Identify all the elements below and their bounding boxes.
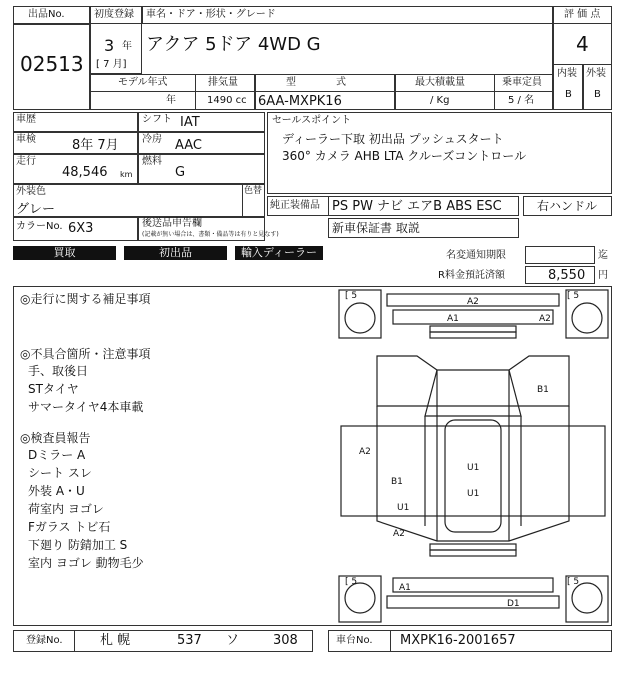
diagram-mark-a2: A2 — [393, 529, 405, 539]
inspector-line: 下廻り 防錆加工 S — [28, 538, 128, 552]
mileage-value: 48,546 — [62, 165, 108, 180]
diagram-mark-a1: A1 — [447, 314, 459, 324]
history-label: 車歴 — [16, 114, 36, 125]
travel-title: ◎走行に関する補足事項 — [20, 292, 151, 306]
diagram-mark-u1: U1 — [467, 463, 480, 473]
load-value: / Kg — [430, 95, 450, 106]
diagram-mark-a1: A1 — [399, 583, 411, 593]
diagram-mark-b1: B1 — [537, 385, 549, 395]
recycle-unit: 円 — [598, 270, 608, 281]
disp-label: 排気量 — [208, 77, 238, 88]
mileage-unit: km — [120, 170, 133, 179]
reg-year: 3 — [104, 36, 115, 55]
diagram-mark-a2: A2 — [467, 297, 479, 307]
color-value: グレー — [16, 202, 56, 217]
score-value: 4 — [576, 32, 589, 56]
chassis-value: MXPK16-2001657 — [400, 633, 516, 648]
lot-no-label: 出品No. — [28, 9, 65, 20]
diagram-mark-5: [ 5 — [567, 577, 580, 587]
model-year-unit: 年 — [166, 95, 176, 106]
fuel-value: G — [175, 165, 186, 180]
fuel-label: 燃料 — [142, 156, 162, 167]
inspector-line: 外装 A・U — [28, 484, 85, 498]
deadline-unit: 迄 — [598, 250, 608, 261]
diagram-mark-5: [ 5 — [345, 291, 358, 301]
equip-value: PS PW ナビ エアB ABS ESC — [332, 199, 502, 214]
chassis-label: 車台No. — [336, 635, 373, 646]
cap-label: 乗車定員 — [502, 77, 542, 88]
score-label-cell — [553, 6, 612, 24]
int-label: 内装 — [557, 68, 577, 79]
reg-kana: ソ — [226, 633, 240, 648]
type-label: 型 式 — [286, 77, 346, 88]
sales-line1: ディーラー下取 初出品 プッシュスタート — [282, 132, 504, 146]
diagram-mark-a2: A2 — [539, 314, 551, 324]
deadline-label: 名変通知期限 — [446, 250, 506, 261]
reg-num: 308 — [273, 633, 298, 648]
header-row1 — [90, 6, 553, 24]
score-label: 評 価 点 — [564, 9, 601, 20]
inspector-line: シート スレ — [28, 466, 92, 480]
mileage-label: 走行 — [16, 156, 36, 167]
tag-import-dealer: 輸入ディーラー — [235, 246, 323, 260]
colorno-label: カラーNo. — [16, 221, 63, 232]
ext-value: B — [594, 89, 601, 100]
warranty-value: 新車保証書 取説 — [332, 221, 420, 235]
defect-title: ◎不具合箇所・注意事項 — [20, 347, 151, 361]
tag-purchase: 買取 — [13, 246, 116, 260]
car-damage-diagram — [335, 286, 612, 626]
reg-label: 初度登録 — [94, 9, 134, 20]
equip-label: 純正装備品 — [270, 200, 320, 211]
shift-value: IAT — [180, 115, 200, 130]
model-year-label: モデル年式 — [118, 77, 168, 88]
inspector-line: Fガラス トビ石 — [28, 520, 111, 534]
handle-value: 右ハンドル — [537, 199, 598, 213]
after-note: (記載が無い場合は、書類・備品等は有りと見なす) — [142, 231, 279, 238]
diagram-mark-u1: U1 — [397, 503, 410, 513]
reg-area: 札 幌 — [100, 633, 131, 648]
color-change-label: 色替 — [244, 186, 263, 196]
inspector-line: 室内 ヨゴレ 動物毛少 — [28, 556, 144, 570]
cap-value: 5 / 名 — [508, 95, 535, 106]
reg-month: [ 7 月] — [96, 59, 127, 70]
lot-no: 02513 — [20, 52, 84, 76]
sales-label: セールスポイント — [272, 115, 352, 126]
tag-first-listing: 初出品 — [124, 246, 227, 260]
model-name: アクア 5ドア 4WD G — [146, 34, 321, 55]
defect-line: STタイヤ — [28, 382, 79, 396]
inspector-title: ◎検査員報告 — [20, 431, 91, 445]
diagram-mark-5: [ 5 — [567, 291, 580, 301]
defect-line: サマータイヤ4本車載 — [28, 400, 144, 414]
reg-year-unit: 年 — [122, 41, 132, 52]
type-value: 6AA-MXPK16 — [258, 94, 342, 109]
ac-label: 冷房 — [142, 134, 162, 145]
ext-label: 外装 — [586, 68, 606, 79]
diagram-mark-5: [ 5 — [345, 577, 358, 587]
shift-label: シフト — [142, 114, 172, 125]
diagram-mark-u1: U1 — [467, 489, 480, 499]
load-label: 最大積載量 — [415, 77, 465, 88]
colorno-value: 6X3 — [68, 221, 94, 236]
sales-line2: 360° カメラ AHB LTA クルーズコントロール — [282, 149, 527, 163]
recycle-value: 8,550 — [548, 268, 586, 283]
defect-line: 手、取後日 — [28, 364, 89, 378]
model-label: 車名・ドア・形状・グレード — [146, 9, 276, 20]
diagram-mark-a2: A2 — [359, 447, 371, 457]
after-label: 後送品申告欄 — [142, 218, 202, 229]
diagram-mark-d1: D1 — [507, 599, 520, 609]
inspection-label: 車検 — [16, 134, 36, 145]
recycle-label: R料金預託済額 — [438, 270, 505, 281]
reg-class: 537 — [177, 633, 202, 648]
reg-plate-label: 登録No. — [26, 635, 63, 646]
deadline-box — [525, 246, 595, 264]
inspector-line: Dミラー A — [28, 448, 86, 462]
disp-value: 1490 cc — [207, 95, 247, 106]
inspection-value: 8年 7月 — [72, 138, 119, 153]
inspector-line: 荷室内 ヨゴレ — [28, 502, 104, 516]
diagram-mark-b1: B1 — [391, 477, 403, 487]
ac-value: AAC — [175, 138, 202, 153]
int-value: B — [565, 89, 572, 100]
color-label: 外装色 — [16, 186, 46, 197]
